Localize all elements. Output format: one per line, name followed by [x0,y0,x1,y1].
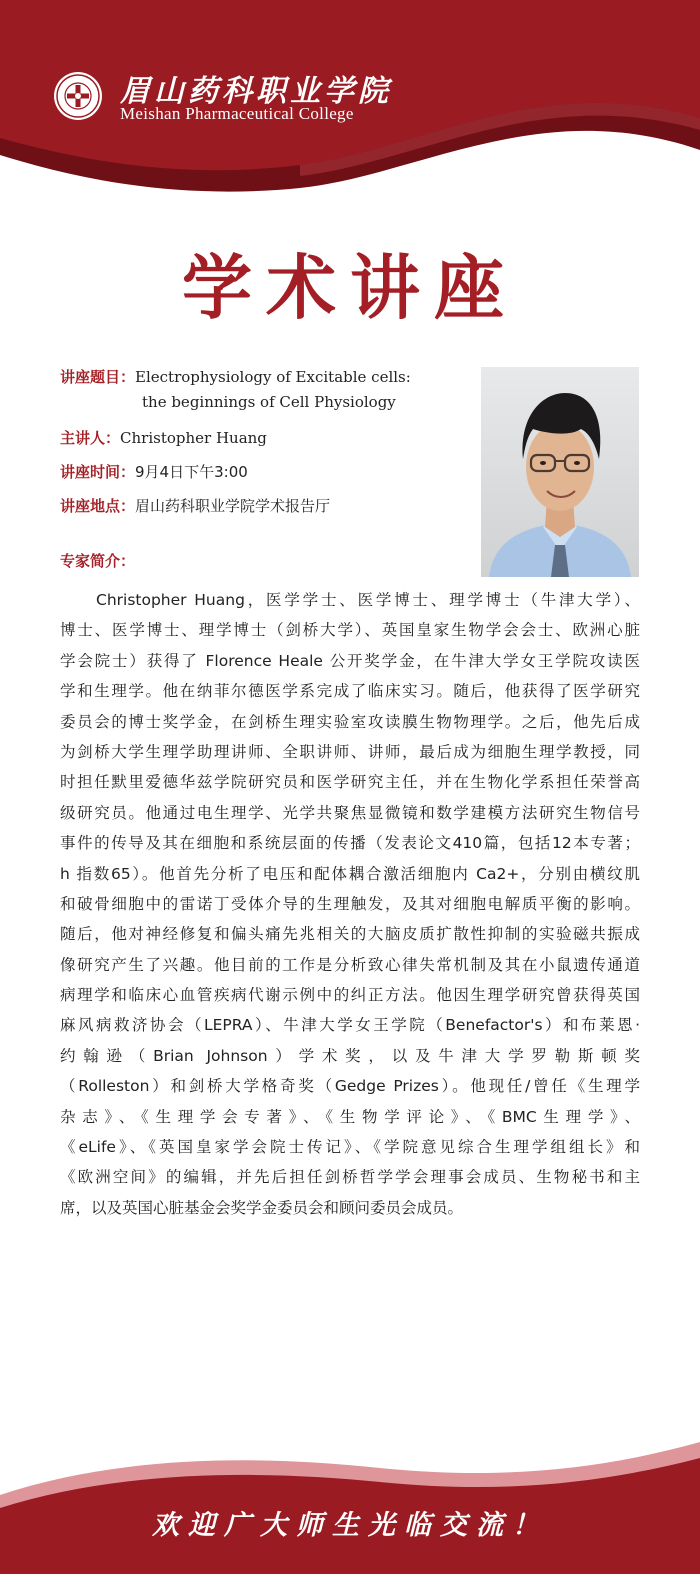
bio-line: 为剑桥大学生理学助理讲师、全职讲师、讲师，最后成为细胞生理学教授，同 [60,742,640,761]
bio-line: 委员会的博士奖学金，在剑桥生理实验室攻读膜生物物理学。之后，他先后成 [60,712,640,731]
bio-line: 级研究员。他通过电生理学、光学共聚焦显微镜和数学建模方法研究生物信号 [60,803,640,822]
bio-line: 时担任默里爱德华兹学院研究员和医学研究主任，并在生物化学系担任荣誉高 [60,773,640,792]
bio-line: 席，以及英国心脏基金会奖学金委员会和顾问委员会成员。 [60,1198,464,1217]
bio-line: 约翰逊（Brian Johnson）学术奖，以及牛津大学罗勒斯顿奖 [60,1046,640,1065]
speaker-label: 主讲人： [60,429,121,447]
bio-line: 杂志》、《生理学会专著》、《生物学评论》、《BMC生理学》、 [60,1107,640,1126]
topic-line1: Electrophysiology of Excitable cells: [135,368,411,386]
bio-line: （Rolleston）和剑桥大学格奇奖（Gedge Prizes）。他现任/曾任《生理学 [60,1077,640,1096]
time-value: 9月4日下午3:00 [135,463,248,481]
topic-row-2 [142,393,396,411]
page-title: 学术讲座 [182,247,518,329]
topic-line2: the beginnings of Cell Physiology [142,393,396,411]
time-row [60,461,248,482]
time-label: 讲座时间： [60,463,136,481]
topic-label: 讲座题目： [60,368,136,386]
bio-line: 随后，他对神经修复和偏头痛先兆相关的大脑皮质扩散性抑制的实验磁共振成 [60,925,640,944]
bio-line: 和破骨细胞中的雷诺丁受体介导的生理触发，及其对细胞电解质平衡的影响。 [60,894,640,913]
location-label: 讲座地点： [60,497,136,515]
bio-line: 博士、医学博士、理学博士（剑桥大学）、英国皇家生物学会会士、欧洲心脏 [60,621,640,640]
footer-slogan: 欢迎广大师生光临交流！ [152,1510,548,1541]
speaker-name: Christopher Huang [120,429,267,447]
bio-line: 《欧洲空间》的编辑，并先后担任剑桥哲学学会理事会成员、生物秘书和主 [60,1168,640,1187]
speaker-row [60,427,267,448]
college-seal-icon [52,70,104,122]
bio-paragraph [60,585,640,1223]
bio-line: 病理学和临床心血管疾病代谢示例中的纠正方法。他因生理学研究曾获得英国 [60,986,640,1005]
college-name-cn: 眉山药科职业学院 [120,74,392,109]
topic-row [60,366,411,387]
location-value: 眉山药科职业学院学术报告厅 [135,497,331,515]
bio-line: 《eLife》、《英国皇家学会院士传记》、《学院意见综合生理学组组长》和 [60,1138,640,1157]
bio-line: h 指数65）。他首先分析了电压和配体耦合激活细胞内 Ca2+，分别由横纹肌 [60,864,640,883]
bio-line: 学和生理学。他在纳菲尔德医学系完成了临床实习。随后，他获得了医学研究 [60,682,640,701]
college-name-en: Meishan Pharmaceutical College [120,104,354,123]
bio-heading: 专家简介： [60,552,136,570]
bio-line: 像研究产生了兴趣。他目前的工作是分析致心律失常机制及其在小鼠遗传通道 [60,955,640,974]
bio-line: 事件的传导及其在细胞和系统层面的传播（发表论文410篇，包括12本专著； [60,834,640,853]
bio-line: Christopher Huang，医学学士、医学博士、理学博士（牛津大学）、 [96,591,640,609]
bio-line: 麻风病救济协会（LEPRA）、牛津大学女王学院（Benefactor's）和布莱恩· [60,1016,640,1035]
speaker-portrait [481,367,639,577]
location-row [60,495,330,516]
bio-line: 学会院士）获得了 Florence Heale 公开奖学金，在牛津大学女王学院攻读医 [60,651,640,670]
